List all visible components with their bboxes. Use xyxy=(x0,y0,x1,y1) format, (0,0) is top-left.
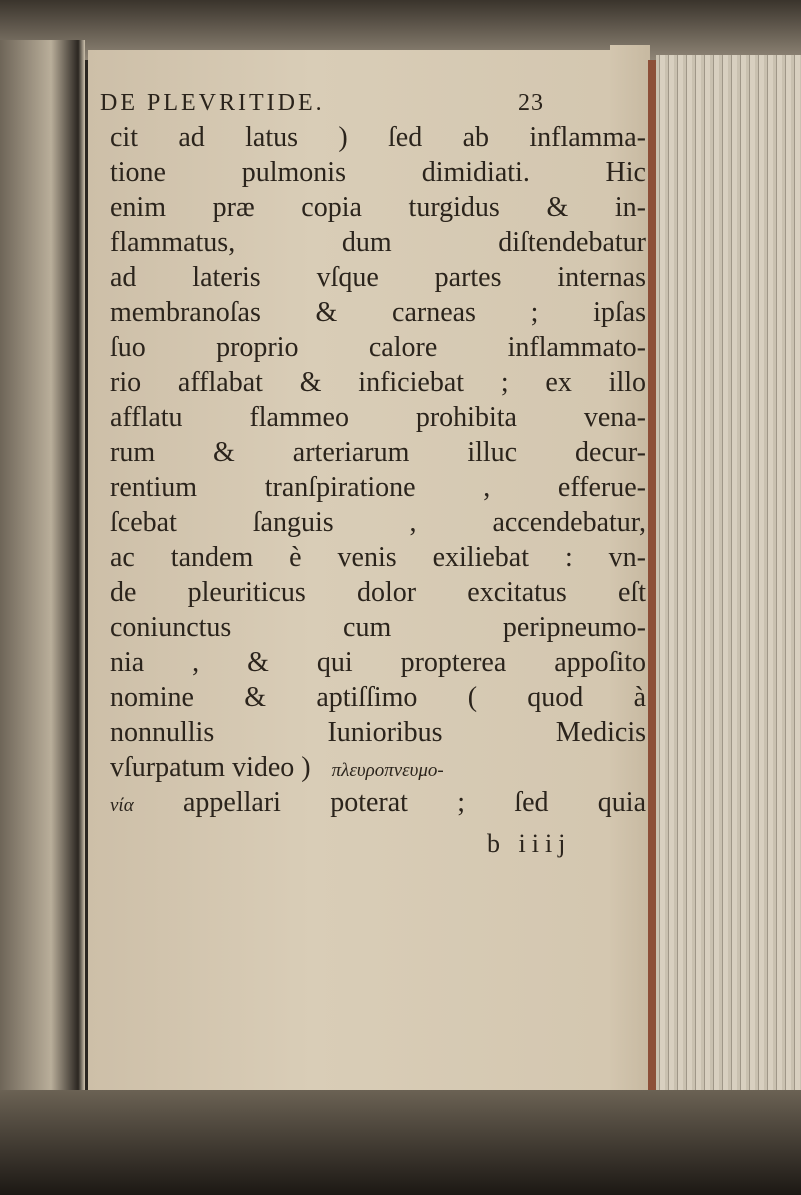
text-line: de pleuriticus dolor excitatus eſt xyxy=(110,577,646,608)
text-line: tione pulmonis dimidiati. Hic xyxy=(110,157,646,188)
greek-word: πλευροπνευμο- xyxy=(331,760,444,781)
text-line: coniunctus cum peripneumo- xyxy=(110,612,646,643)
text-line: nomine & aptiſſimo ( quod à xyxy=(110,682,646,713)
text-line xyxy=(110,785,646,820)
text-line xyxy=(110,750,646,785)
book-binding-edge xyxy=(648,60,656,1090)
running-header xyxy=(100,88,630,118)
text-segment: vſurpatum video ) xyxy=(110,752,311,783)
text-line: ſcebat ſanguis , accendebatur, xyxy=(110,507,646,538)
greek-word: νία xyxy=(110,795,134,816)
text-segment: appellari poterat ; ſed quia xyxy=(182,787,646,818)
text-line: enim præ copia turgidus & in- xyxy=(110,192,646,223)
text-line: nonnullis Iunioribus Medicis xyxy=(110,717,646,748)
text-line: ſuo proprio calore inflammato- xyxy=(110,332,646,363)
running-title: DE PLEVRITIDE. xyxy=(100,90,325,116)
text-line: ad lateris vſque partes internas xyxy=(110,262,646,293)
text-line: rum & arteriarum illuc decur- xyxy=(110,437,646,468)
page-number: 23 xyxy=(518,90,544,116)
text-line: rentium tranſpiratione , efferue- xyxy=(110,472,646,503)
text-line: nia , & qui propterea appoſito xyxy=(110,647,646,678)
facing-page-fragment xyxy=(0,40,85,1100)
scan-bottom-border xyxy=(0,1090,801,1195)
text-line: flammatus, dum diſtendebatur xyxy=(110,227,646,258)
text-line: afflatu flammeo prohibita vena- xyxy=(110,402,646,433)
text-line: membranoſas & carneas ; ipſas xyxy=(110,297,646,328)
signature-mark: b iiij xyxy=(487,829,572,858)
text-line: ac tandem è venis exiliebat : vn- xyxy=(110,542,646,573)
page-edges xyxy=(656,55,801,1105)
text-line: rio afflabat & inficiebat ; ex illo xyxy=(110,367,646,398)
body-text xyxy=(110,120,646,820)
text-line: cit ad latus ) ſed ab inflamma- xyxy=(110,122,646,153)
